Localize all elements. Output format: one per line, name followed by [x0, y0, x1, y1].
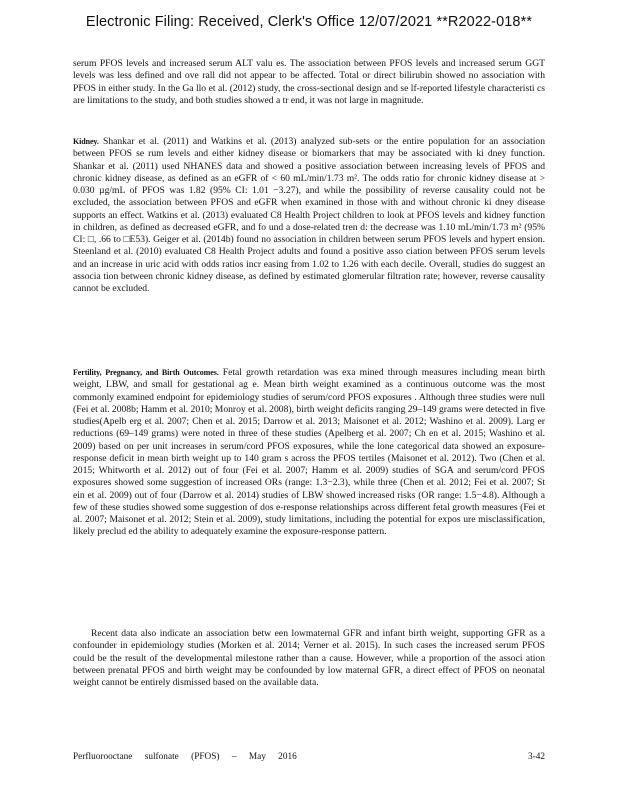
footer-title: Perfluorooctane sulfonate (PFOS) – May 2016: [73, 752, 297, 762]
paragraph-kidney: [73, 136, 545, 295]
fertility-body: Fetal growth retardation was exa mined through measures including mean birth weight, LBW, and small for gestational ag e. Mean birth weight examined as a continuous outcome was the most commonly examined endpoint for epidemiology studies of serum/cord PFOS exposures . Although three studies were null (Fei et al. 2008b; Hamm et al. 2010; Monroy et al. 2008), birth weight deficits ranging 29–149 grams were detected in five studies(Apelb erg et al. 2007; Chen et al. 2015; Darrow et al. 2013; Maisonet et al. 2012; Washino et al. 2009). Larg er reductions (69–149 grams) were noted in three of these studies (Apelberg et al. 2007; Ch en et al. 2015; Washino et al. 2009) based on per unit increases in serum/cord PFOS exposures, while the lone categorical data showed an exposure-response deficit in mean birth weight up to 140 gram s across the PFOS tertiles (Maisonet et al. 2012). Two (Chen et al. 2015; Whitworth et al. 2012) out of four (Fei et al. 2007; Hamm et al. 2009) studies of SGA and serum/cord PFOS exposures showed some suggestion of increased ORs (range: 1.3−2.3), while three (Chen et al. 2012; Fei et al. 2007; St ein et al. 2009) out of four (Darrow et al. 2014) studies of LBW showed increased risks (OR range: 1.5−4.8). Although a few of these studies showed some suggestion of dos e-response relationships across different fetal growth measures (Fei et al. 2007; Maisonet et al. 2012; Stein et al. 2009), study limitations, including the potential for expos ure misclassification, likely preclud ed the ability to adequately examine the exposure-response pattern.: [73, 367, 546, 538]
paragraph-gfr-confounder: Recent data also indicate an association betw een lowmaternal GFR and infant birth weight, supporting GFR as a confounder in epidemiology studies (Morken et al. 2014; Verner et al. 2015). In such cases the increased serum PFOS could be the result of the developmental milestone rather than a cause. However, while a proportion of the associ ation between prenatal PFOS and birth weight may be confounded by low maternal GFR, a direct effect of PFOS on neonatal weight cannot be entirely dismissed based on the available data.: [73, 628, 545, 688]
filing-banner: Electronic Filing: Received, Clerk's Office 12/07/2021 **R2022-018**: [85, 14, 533, 30]
paragraph-liver-summary: serum PFOS levels and increased serum ALT valu es. The association between PFOS levels and increased serum GGT levels was less defined and ove rall did not appear to be affected. Total or direct bilirubin showed no association with PFOS in either study. In the Ga llo et al. (2012) study, the cross-sectional design and se lf-reported lifestyle characteristi cs are limitations to the study, and both studies showed a tr end, it was not large in magnitude.: [73, 58, 545, 106]
kidney-body: Shankar et al. (2011) and Watkins et al. (2013) analyzed sub-sets or the entire population for an association between PFOS se rum levels and either kidney disease or biomarkers that may be associated with ki dney function. Shankar et al. (2011) used NHANES data and showed a positive association between increasing levels of PFOS and chronic kidney disease, as defined as an eGFR of < 60 mL/min/1.73 m². The odds ratio for chronic kidney disease at > 0.030 µg/mL of PFOS was 1.82 (95% CI: 1.01 −3.27), and while the possibility of reverse causality could not be excluded, the association between PFOS and eGFR when examined in those with and without chronic ki dney disease supports an effect. Watkins et al. (2013) evaluated C8 Health Project children to look at PFOS levels and kidney function in children, as defined as decreased eGFR, and fo und a dose-related tren d: the decrease was 1.10 mL/min/1.73 m² (95% CI: □, .66 to □E53). Geiger et al. (2014b) found no association in children between serum PFOS levels and hypert ension. Steenland et al. (2010) evaluated C8 Health Project adults and found a positive asso ciation between PFOS serum levels and an increase in uric acid with odds ratios incr easing from 1.02 to 1.26 with each decile. Overall, studies do suggest an associa tion between chronic kidney disease, as defined by estimated glomerular filtration rate; however, reverse causality cannot be excluded.: [73, 136, 545, 294]
paragraph-fertility: [73, 367, 545, 539]
page-number: 3-42: [527, 752, 545, 762]
fertility-heading: Fertility, Pregnancy, and Birth Outcomes.: [73, 368, 219, 377]
kidney-heading: Kidney.: [73, 137, 99, 146]
